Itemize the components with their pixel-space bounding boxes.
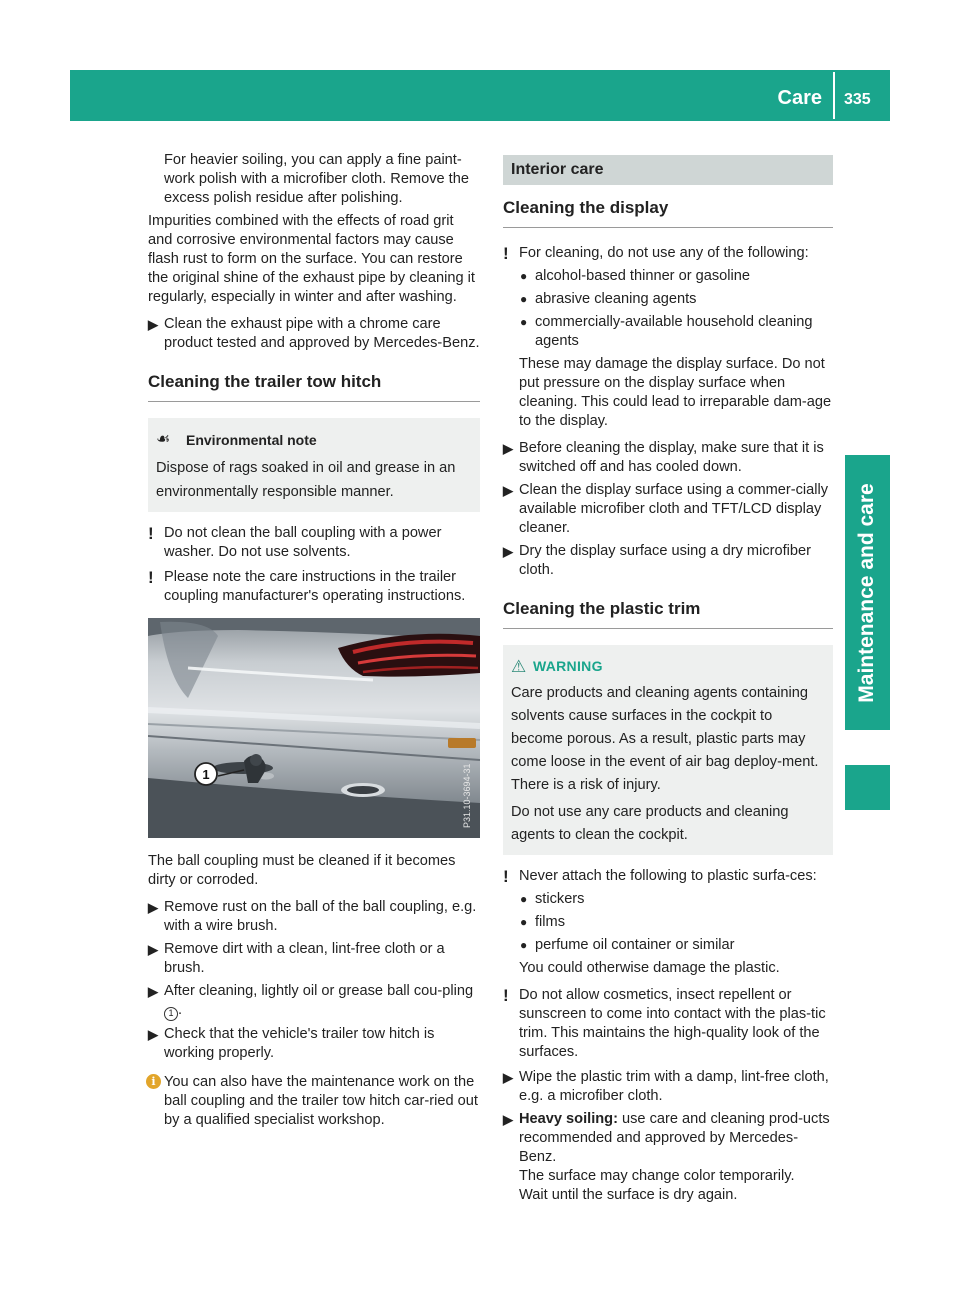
step-arrow-icon: ▶	[148, 1027, 158, 1042]
bullet-icon: ●	[520, 292, 528, 306]
bullet-icon: ●	[520, 938, 528, 952]
info-note	[148, 1073, 480, 1130]
warning-plastic-attach	[503, 867, 833, 886]
info-icon: i	[146, 1074, 161, 1089]
note-title: Environmental note	[186, 432, 317, 448]
exclamation-icon: !	[148, 524, 154, 543]
vehicle-rear-illustration	[148, 618, 480, 838]
bullet-icon: ●	[520, 269, 528, 283]
bullet-item: ● stickers	[520, 891, 585, 907]
warning-power-washer	[148, 524, 480, 562]
step-text: Clean the display surface using a commer-cially available microfiber cloth and TFT/LCD display cleaner.	[519, 482, 829, 536]
exclamation-icon: !	[503, 986, 509, 1005]
warning-text: Do not clean the ball coupling with a power washer. Do not use solvents.	[164, 525, 442, 560]
step-arrow-icon: ▶	[503, 544, 513, 559]
step-text: Before cleaning the display, make sure that it is switched off and has cooled down.	[519, 440, 824, 475]
polish-paragraph: For heavier soiling, you can apply a fine paint-work polish with a microfiber cloth. Remove the excess polish residue after polishing.	[164, 152, 469, 206]
side-marker	[845, 765, 890, 810]
bullet-icon: ●	[520, 915, 528, 929]
step-arrow-icon: ▶	[148, 317, 158, 332]
step-text: After cleaning, lightly oil or grease ball cou-pling	[164, 983, 474, 999]
bullet-icon: ●	[520, 892, 528, 906]
step-arrow-icon: ▶	[503, 1070, 513, 1085]
step-clean-display	[503, 481, 833, 538]
right-column	[503, 155, 833, 1209]
step-arrow-icon: ▶	[503, 441, 513, 456]
warning-label: WARNING	[533, 658, 603, 674]
warning-manufacturer	[148, 568, 480, 606]
warning-cosmetics	[503, 986, 833, 1062]
step-text: Dry the display surface using a dry microfiber cloth.	[519, 543, 811, 578]
step-text: Remove rust on the ball of the ball coupling, e.g. with a wire brush.	[164, 899, 477, 934]
step-text: Remove dirt with a clean, lint-free cloth or a brush.	[164, 941, 445, 976]
warning-paragraph: Do not use any care products and cleaning agents to clean the cockpit.	[511, 804, 789, 843]
environmental-note	[148, 418, 480, 512]
step-arrow-icon: ▶	[148, 942, 158, 957]
warning-paragraph: Care products and cleaning agents containing solvents cause surfaces in the cockpit to become porous. As a result, plastic parts may come loose in the event of air bag deploy-ment. There is a risk of injury.	[511, 685, 819, 793]
heading-plastic-trim: Cleaning the plastic trim	[503, 598, 833, 629]
plastic-damage-text: You could otherwise damage the plastic.	[519, 960, 780, 976]
warning-text: Please note the care instructions in the trailer coupling manufacturer's operating instructions.	[164, 569, 466, 604]
header-separator	[833, 72, 835, 119]
step-text-line: Wait until the surface is dry again.	[519, 1187, 738, 1203]
step-text: Wipe the plastic trim with a damp, lint-free cloth, e.g. a microfiber cloth.	[519, 1069, 829, 1104]
step-text-line: The surface may change color temporarily.	[519, 1168, 795, 1184]
info-text: You can also have the maintenance work on the ball coupling and the trailer tow hitch car-ried out by a qualified specialist workshop.	[164, 1074, 478, 1128]
svg-text:1: 1	[202, 767, 210, 782]
step-arrow-icon: ▶	[148, 900, 158, 915]
bullet-item: ● perfume oil container or similar	[520, 937, 735, 953]
warning-text: Do not allow cosmetics, insect repellent or sunscreen to come into contact with the plas-tic trim. This maintains the high-quality look of the surfaces.	[519, 987, 826, 1060]
warning-text: Never attach the following to plastic surfa-ces:	[519, 868, 817, 884]
bullet-item: ● abrasive cleaning agents	[520, 291, 697, 307]
header-bar	[70, 70, 890, 121]
step-text: Clean the exhaust pipe with a chrome care product tested and approved by Mercedes-Benz.	[164, 316, 480, 351]
warning-triangle-icon: ⚠	[511, 657, 527, 676]
left-column	[148, 151, 480, 1134]
display-damage-text: These may damage the display surface. Do not put pressure on the display surface when cleaning. This could lead to irreparable dam-age to the display.	[519, 356, 832, 429]
callout-ref-1: 1	[164, 1007, 178, 1021]
leaf-icon: ☙	[156, 431, 171, 448]
bullet-item: ● commercially-available household cleaning agents	[520, 314, 813, 349]
step-arrow-icon: ▶	[503, 483, 513, 498]
step-heavy-soiling	[503, 1110, 833, 1205]
note-text: Dispose of rags soaked in oil and grease in an environmentally responsible manner.	[156, 460, 456, 500]
step-remove-rust	[148, 898, 480, 936]
exclamation-icon: !	[503, 244, 509, 263]
step-remove-dirt	[148, 940, 480, 978]
bullet-item: ● alcohol-based thinner or gasoline	[520, 268, 750, 284]
step-switch-off-display	[503, 439, 833, 477]
step-text: Check that the vehicle's trailer tow hitch is working properly.	[164, 1026, 435, 1061]
step-exhaust	[148, 315, 480, 353]
warning-text: For cleaning, do not use any of the following:	[519, 245, 809, 261]
svg-text:P31.10-3694-31: P31.10-3694-31	[462, 763, 472, 828]
heavy-soiling-label: Heavy soiling:	[519, 1111, 618, 1127]
exclamation-icon: !	[148, 568, 154, 587]
step-arrow-icon: ▶	[503, 1112, 513, 1127]
warning-display-cleaning	[503, 244, 833, 263]
step-dry-display	[503, 542, 833, 580]
impurities-paragraph: Impurities combined with the effects of road grit and corrosive environmental factors may cause flash rust to form on the surface. You can restore the original shine of the exhaust pipe by cleaning it regularly, especially in winter and after washing.	[148, 213, 475, 305]
heading-cleaning-display: Cleaning the display	[503, 197, 833, 228]
heading-trailer-hitch: Cleaning the trailer tow hitch	[148, 371, 480, 402]
warning-box	[503, 645, 833, 855]
section-interior-care: Interior care	[503, 155, 833, 185]
step-check-hitch	[148, 1025, 480, 1063]
chapter-title: Care	[777, 87, 822, 109]
exclamation-icon: !	[503, 867, 509, 886]
page-number: 335	[844, 91, 871, 108]
bullet-icon: ●	[520, 315, 528, 329]
step-text: use care and cleaning prod-ucts recommended and approved by Mercedes-Benz.	[519, 1111, 830, 1165]
ball-coupling-paragraph: The ball coupling must be cleaned if it becomes dirty or corroded.	[148, 853, 456, 888]
trailer-hitch-photo	[148, 618, 480, 838]
side-tab-label: Maintenance and care	[855, 483, 878, 703]
step-oil-coupling: ▶ After cleaning, lightly oil or grease ball cou-pling 1 .	[148, 982, 480, 1021]
bullet-item: ● films	[520, 914, 565, 930]
step-wipe-plastic	[503, 1068, 833, 1106]
step-arrow-icon: ▶	[148, 984, 158, 999]
